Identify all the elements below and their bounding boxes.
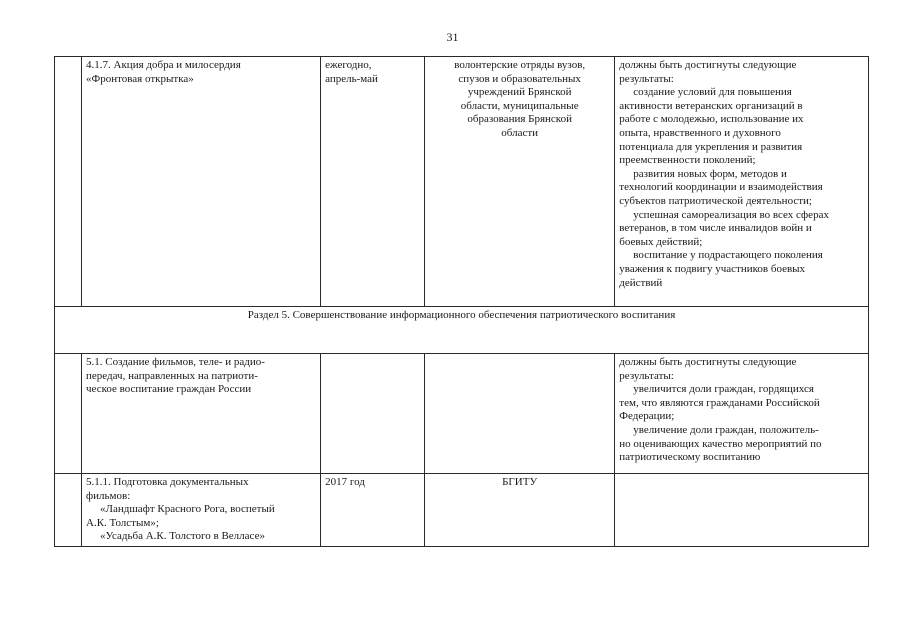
row-number-cell (55, 57, 82, 307)
results-cell: должны быть достигнуты следующие результаты: увеличится доли граждан, гордящихся тем, что являются гражданами Российской Федерации; увеличение доли граждан, положитель- но оценивающих качество мероприятий по патриотическому воспитанию (615, 354, 869, 474)
row-number-cell (55, 354, 82, 474)
results-cell (615, 474, 869, 547)
results-cell: должны быть достигнуты следующие результаты: создание условий для повышения активности ветеранских организаций в работе с молодежью, использование их опыта, нравственного и духовного потенциала для укрепления и развития преемственности поколений; развития новых форм, методов и технологий координации и взаимодействия субъектов патриотической деятельности; успешная самореализация во всех сферах ветеранов, в том числе инвалидов войн и боевых действий; воспитание у подрастающего поколения уважения к подвигу участников боевых действий (615, 57, 869, 307)
table-row (55, 354, 869, 474)
measure-name-cell: 5.1. Создание фильмов, теле- и радио- передач, направленных на патриоти- ческое воспитание граждан России (82, 354, 321, 474)
period-cell: 2017 год (321, 474, 425, 547)
section-title: Раздел 5. Совершенствование информационного обеспечения патриотического воспитания (55, 307, 869, 354)
table-row (55, 474, 869, 547)
action-plan-table (54, 56, 869, 547)
period-cell: ежегодно, апрель-май (321, 57, 425, 307)
measure-name-cell: 4.1.7. Акция добра и милосердия «Фронтовая открытка» (82, 57, 321, 307)
table-row (55, 57, 869, 307)
executors-cell (425, 354, 615, 474)
row-number-cell (55, 474, 82, 547)
page-number: 31 (446, 30, 459, 44)
executors-cell: БГИТУ (425, 474, 615, 547)
period-cell (321, 354, 425, 474)
measure-name-cell: 5.1.1. Подготовка документальных фильмов: «Ландшафт Красного Рога, воспетый А.К. Толстым»; «Усадьба А.К. Толстого в Велласе» (82, 474, 321, 547)
section-header-row (55, 307, 869, 354)
executors-cell: волонтерские отряды вузов, спузов и образовательных учреждений Брянской области, муниципальные образования Брянской области (425, 57, 615, 307)
